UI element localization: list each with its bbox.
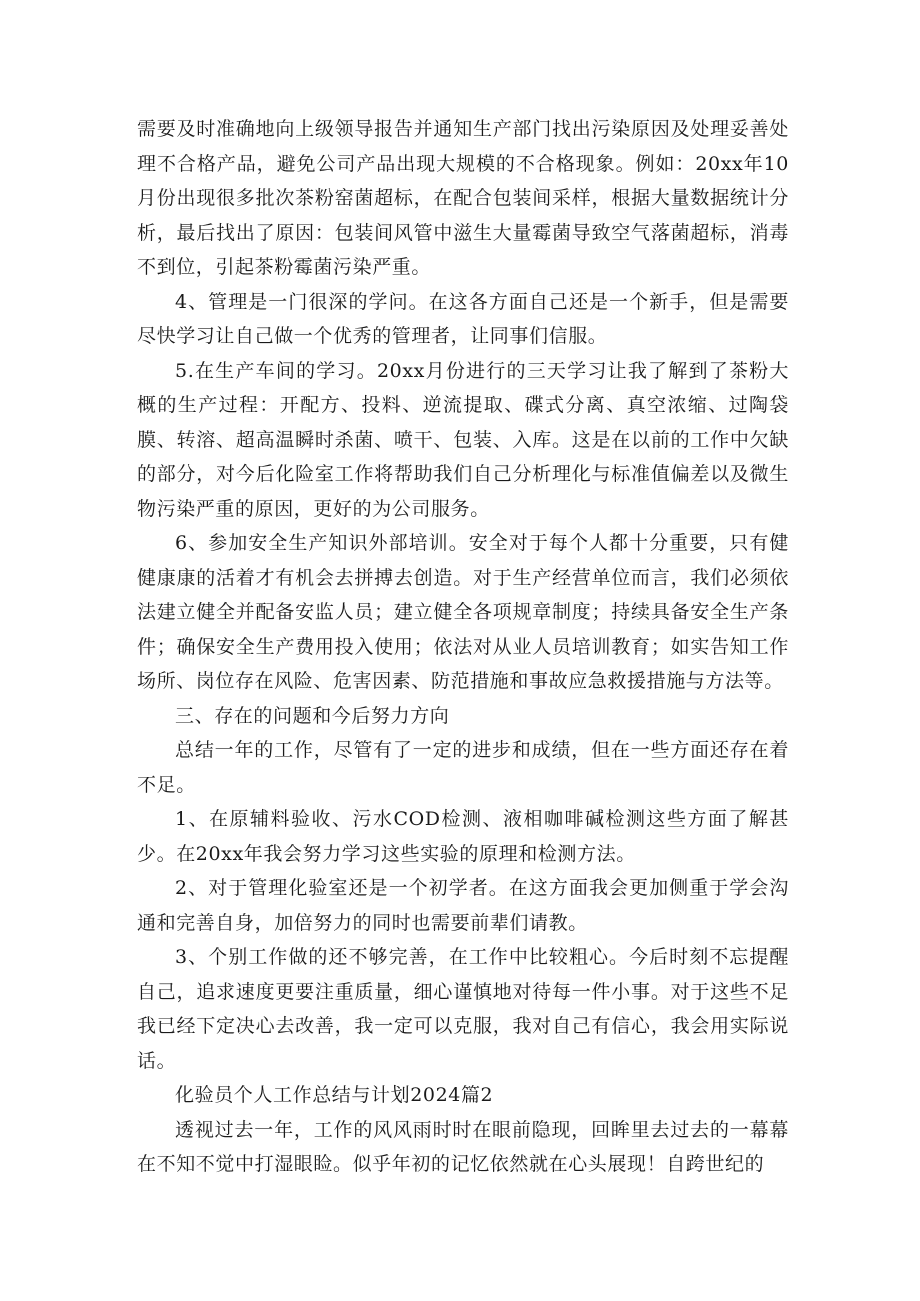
- paragraph-3: 5.在生产车间的学习。20xx月份进行的三天学习让我了解到了茶粉大概的生产过程：开配方、投料、逆流提取、碟式分离、真空浓缩、过陶袋膜、转溶、超高温瞬时杀菌、喷干、包装、入库。这是在以前的工作中欠缺的部分，对今后化险室工作将帮助我们自己分析理化与标准值偏差以及微生物污染严重的原因，更好的为公司服务。: [137, 359, 789, 520]
- paragraph-6: 1、在原辅料验收、污水COD检测、液相咖啡碱检测这些方面了解甚少。在20xx年我会努力学习这些实验的原理和检测方法。: [137, 808, 789, 865]
- paragraph-8: 3、个别工作做的还不够完善，在工作中比较粗心。今后时刻不忘提醒自己，追求速度更要注重质量，细心谨慎地对待每一件小事。对于这些不足我已经下定决心去改善，我一定可以克服，我对自己有信心，我会用实际说话。: [137, 946, 789, 1072]
- document-body: [137, 112, 789, 1182]
- paragraph-2: 4、管理是一门很深的学问。在这各方面自己还是一个新手，但是需要尽快学习让自己做一个优秀的管理者，让同事们信服。: [137, 290, 789, 347]
- article-title: 化验员个人工作总结与计划2024篇2: [175, 1084, 494, 1106]
- paragraph-5: 总结一年的工作，尽管有了一定的进步和成绩，但在一些方面还存在着不足。: [137, 739, 789, 796]
- paragraph-1: 需要及时准确地向上级领导报告并通知生产部门找出污染原因及处理妥善处理不合格产品，避免公司产品出现大规模的不合格现象。例如：20xx年10月份出现很多批次茶粉窑菌超标，在配合包装间采样，根据大量数据统计分析，最后找出了原因：包装间风管中滋生大量霉菌导致空气落菌超标，消毒不到位，引起茶粉霉菌污染严重。: [137, 118, 789, 278]
- paragraph-9: 透视过去一年，工作的风风雨时时在眼前隐现，回眸里去过去的一幕幕在不知不觉中打湿眼睑。似乎年初的记忆依然就在心头展现！自跨世纪的: [137, 1118, 789, 1175]
- section-heading: 三、存在的问题和今后努力方向: [175, 704, 450, 727]
- paragraph-7: 2、对于管理化验室还是一个初学者。在这方面我会更加侧重于学会沟通和完善自身，加倍努力的同时也需要前辈们请教。: [137, 877, 789, 934]
- paragraph-4: 6、参加安全生产知识外部培训。安全对于每个人都十分重要，只有健健康康的活着才有机会去拼搏去创造。对于生产经营单位而言，我们必须依法建立健全并配备安监人员；建立健全各项规章制度；持续具备安全生产条件；确保安全生产费用投入使用；依法对从业人员培训教育；如实告知工作场所、岗位存在风险、危害因素、防范措施和事故应急救援措施与方法等。: [137, 532, 789, 692]
